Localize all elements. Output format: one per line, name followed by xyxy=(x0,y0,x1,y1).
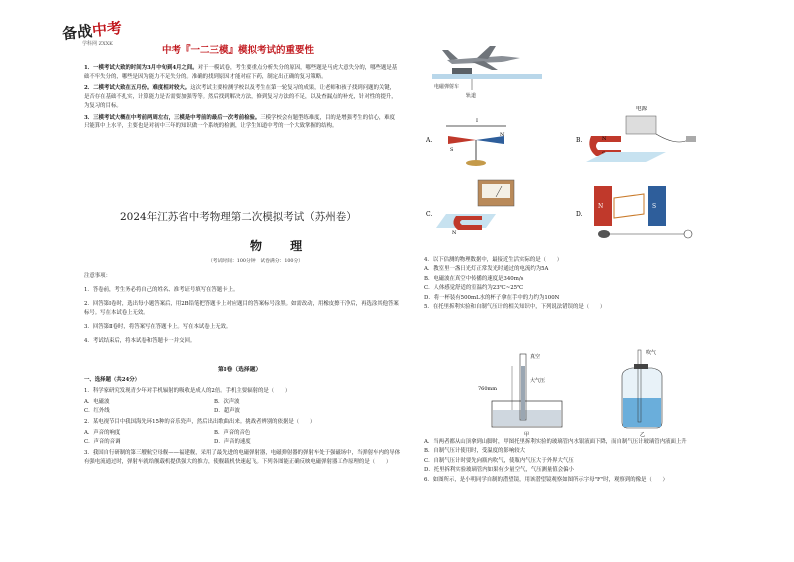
fig-a-label: A. xyxy=(426,137,433,144)
exam-sheet xyxy=(20,6,780,556)
intro-para-1: 1．一模考试大致的时间为3月中旬到4月之间。对于一模试卷，考生要重点分析失分的原因，哪些题是马虎大意失分的，哪些题是基础不牢失分的，哪些是因为能力不足失分的。准确的找到原因才能对症下药，制定出正确的复习策略。 xyxy=(84,65,398,80)
questions-left xyxy=(84,376,404,469)
svg-text:N: N xyxy=(598,203,604,210)
homemade-barometer xyxy=(622,349,662,438)
galvanometer-icon xyxy=(436,180,514,236)
q5-option-c: C．自制气压计时要先向瓶内吹气，使瓶内气压大于外界大气压 xyxy=(424,457,574,464)
svg-text:S: S xyxy=(450,147,454,153)
options-figures xyxy=(426,106,766,256)
barometer-figure xyxy=(472,346,692,438)
section-heading: 一、选择题（共24分） xyxy=(84,377,141,383)
power-label: 电源 xyxy=(636,106,648,112)
question-1: 1．科学家研究发现青少年对手机辐射的吸收是成人的2倍。手机主要辐射的是（ ） xyxy=(84,388,291,394)
catapult-label: 电磁弹射车 xyxy=(434,84,460,90)
brand-logo xyxy=(60,18,150,54)
right-column xyxy=(412,6,772,556)
logo-text-b: 中考 xyxy=(91,18,123,40)
question-5-stem: 5．在托里拆利实验和自制气压计的相关知识中，下列说法错误的是（ ） xyxy=(424,304,606,311)
question-2: 2．某电视节目中我国海先环15种的音乐瓷声，然后出出歌曲出来。挑战者辨别的依据是（ ） xyxy=(84,419,316,425)
question-4: 4．以下估测的物理数据中，最接近生活实际的是（ ） A．教室里一盏日光灯正常发光时通过的电流约为5A B．电磁波在真空中传播的速度是340m/s C．人体感觉舒适的室温约为23℃~25℃ D．将一杯装有500mL水的杯子拿在手中的力约为100N 5．在托里拆利实验和自制气压计的相关知识中，下列说法错误的是（ ） xyxy=(424,256,764,312)
logo-text-a: 备战 xyxy=(61,22,94,44)
jia-label: 甲 xyxy=(524,432,530,438)
height-label: 760mm xyxy=(478,386,498,392)
note-item: 3．回答第Ⅱ卷时，将答案写在答题卡上。写在本试卷上无效。 xyxy=(84,324,232,330)
svg-text:S: S xyxy=(652,203,657,210)
q1-option-c: C．红外线 xyxy=(84,408,110,414)
q2-option-d: D．声音的速度 xyxy=(214,439,251,445)
svg-text:N: N xyxy=(452,230,457,236)
fig-a-needle xyxy=(446,118,506,166)
svg-text:N: N xyxy=(602,136,607,142)
track-label: 轨道 xyxy=(466,93,477,99)
banner-heading: 中考『一二三模』模拟考试的重要性 xyxy=(162,45,315,56)
fig-c-label: C. xyxy=(426,211,433,218)
exam-meta: （考试时间：100分钟 试卷满分：100分） xyxy=(208,259,304,264)
question-6: 6．如图所示，是小明同学自制的潜望镜，用该潜望镜观察如图所示字母"F"时，观察到的像是（ ） xyxy=(424,476,668,483)
logo-subtext: 学科网 ZXXK xyxy=(82,41,113,47)
q4-option-a: A．教室里一盏日光灯正常发光时通过的电流约为5A xyxy=(424,266,549,273)
subject-title: 物 理 xyxy=(250,239,315,253)
yi-label: 乙 xyxy=(640,432,646,438)
q5-option-d: D．托里拆利实验玻璃管内如果有少量空气，气压测量值会偏小 xyxy=(424,467,574,474)
intro-para-2: 2．二模考试大致在五月份。难度相对较大。这次考试主要检测学校以及考生在第一轮复习的成果，让老师和孩子找到问题的关键，是否存在基础不扎实，计算能力是否需要加强等等。然后找到解决方法，修到复习方法的不足，以及查漏点的补充，针对性的提升，为复习的目标。 xyxy=(84,85,397,110)
q1-option-a: A．电磁波 xyxy=(84,399,110,405)
intro-paragraphs xyxy=(84,64,400,134)
notes-heading: 注意事项： xyxy=(84,273,111,279)
catapult-figure xyxy=(432,42,542,102)
q5-option-a: A．当两者都从山顶拿到山脚时，甲图托里拆利实验的玻璃管内水银液面下降，而自制气压计玻璃管内液面上升 xyxy=(424,439,687,445)
note-item: 2．回答第Ⅰ卷时，选出每小题答案后，用2B铅笔把答题卡上对应题目的答案标号涂黑。如需改动，用橡皮擦干净后，再选涂其他答案标号。写在本试卷上无效。 xyxy=(84,301,399,316)
catapult-cart xyxy=(452,68,472,74)
q2-option-b: B．声音的音色 xyxy=(214,430,251,436)
intro-para-3: 3．三模考试大概在中考前两周左右，三模是中考前的最后一次考前检验。三模学校会有题型练难度，目的是增强考生的信心，难度只能算中上水平，主要也是对初中三年的知识做一个系统的检测，让学生知道中考的一个大致掌握的结构。 xyxy=(84,114,396,130)
fig-b-label: B. xyxy=(576,137,583,144)
q2-option-c: C．声音的音调 xyxy=(84,439,121,445)
q4-option-b: B．电磁波在真空中传播的速度是340m/s xyxy=(424,275,524,282)
blow-label: 吹气 xyxy=(646,350,657,356)
fig-d-motor xyxy=(594,186,692,238)
fig-d-label: D. xyxy=(576,211,583,218)
torricelli-tube xyxy=(478,353,562,438)
svg-text:N: N xyxy=(500,132,505,138)
q1-option-b: B．次声波 xyxy=(214,399,240,405)
q4-option-c: C．人体感觉舒适的室温约为23℃~25℃ xyxy=(424,285,524,292)
q1-option-d: D．超声波 xyxy=(214,408,240,414)
svg-text:I: I xyxy=(476,118,478,124)
fighter-jet-icon xyxy=(442,46,520,70)
left-column xyxy=(60,6,400,556)
track-bar xyxy=(432,74,542,79)
notes-block xyxy=(84,272,400,351)
volume-heading: 第Ⅰ卷（选择题） xyxy=(218,367,262,373)
note-item: 4．考试结束后，将本试卷和答题卡一并交回。 xyxy=(84,338,196,344)
fig-b-magnet xyxy=(586,116,696,162)
atm-label: 大气压 xyxy=(530,378,546,384)
question-3: 3．我国自行研制的第三艘航空母舰——福建舰，采用了最先进的电磁弹射器，电磁弹射器的弹射车处于强磁场中，当弹射车内的导体有强电流通过时，弹射车就给舰载机提供强大的推力，使舰载机快速起飞。下列各图能正确反映电磁弹射器工作原理的是（ ） xyxy=(84,450,401,465)
q2-option-a: A．声音的响度 xyxy=(84,430,121,436)
note-item: 1．答卷前，考生务必将自己的姓名、准考证号填写在答题卡上。 xyxy=(84,287,239,293)
question-5-options xyxy=(424,438,764,485)
vacuum-label: 真空 xyxy=(530,354,541,360)
exam-title: 2024年江苏省中考物理第二次模拟考试（苏州卷） xyxy=(120,211,357,223)
q5-option-b: B．自制气压计使用时，受温度的影响较大 xyxy=(424,448,525,455)
q4-option-d: D．将一杯装有500mL水的杯子拿在手中的力约为100N xyxy=(424,294,560,301)
